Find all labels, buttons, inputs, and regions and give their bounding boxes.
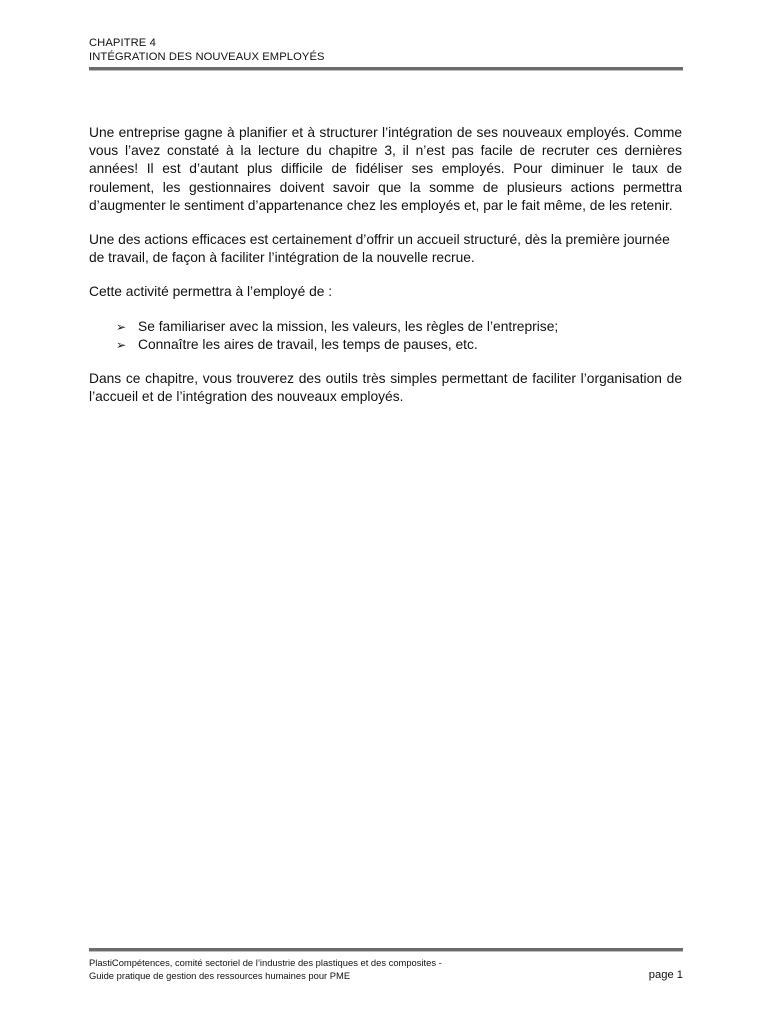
header-divider-shadow (89, 70, 683, 71)
arrow-bullet-icon: ➢ (116, 337, 127, 352)
bullet-list (89, 318, 682, 354)
activity-paragraph: Cette activité permettra à l’employé de : (89, 284, 333, 300)
chapter-summary-paragraph: Dans ce chapitre, vous trouverez des outils très simples permettant de faciliter l’organisation de l’accueil et de l’intégration des nouveaux employés. (89, 371, 682, 405)
list-item-text: Se familiariser avec la mission, les valeurs, les règles de l’entreprise; (138, 318, 559, 334)
list-item-text: Connaître les aires de travail, les temps de pauses, etc. (138, 336, 478, 352)
footer-organization: PlastiCompétences, comité sectoriel de l’industrie des plastiques et des composites - (89, 957, 442, 968)
intro-paragraph: Une entreprise gagne à planifier et à structurer l’intégration de ses nouveaux employés. Comme vous l’avez constaté à la lecture du chapitre 3, il n’est pas facile de recruter ces dernières années! Il est d’autant plus difficile de fidéliser ses employés. Pour diminuer le taux de roulement, les gestionnaires doivent savoir que la somme de plusieurs actions permettra d’augmenter le sentiment d’appartenance chez les employés et, par le fait même, de les retenir. (89, 125, 682, 213)
chapter-title: INTÉGRATION DES NOUVEAUX EMPLOYÉS (89, 51, 325, 63)
arrow-bullet-icon: ➢ (116, 319, 127, 334)
page-number: page 1 (648, 969, 683, 981)
footer-divider-shadow (89, 951, 683, 952)
page-header (89, 36, 683, 64)
list-item (116, 336, 682, 354)
actions-paragraph: Une des actions efficaces est certainement d’offrir un accueil structuré, dès la première journée de travail, de façon à faciliter l’intégration de la nouvelle recrue. (89, 232, 670, 266)
list-item (116, 318, 682, 336)
chapter-number: CHAPITRE 4 (89, 37, 156, 49)
footer-guide-title: Guide pratique de gestion des ressources humaines pour PME (89, 970, 351, 981)
document-body (89, 124, 682, 422)
page-footer (89, 956, 683, 982)
